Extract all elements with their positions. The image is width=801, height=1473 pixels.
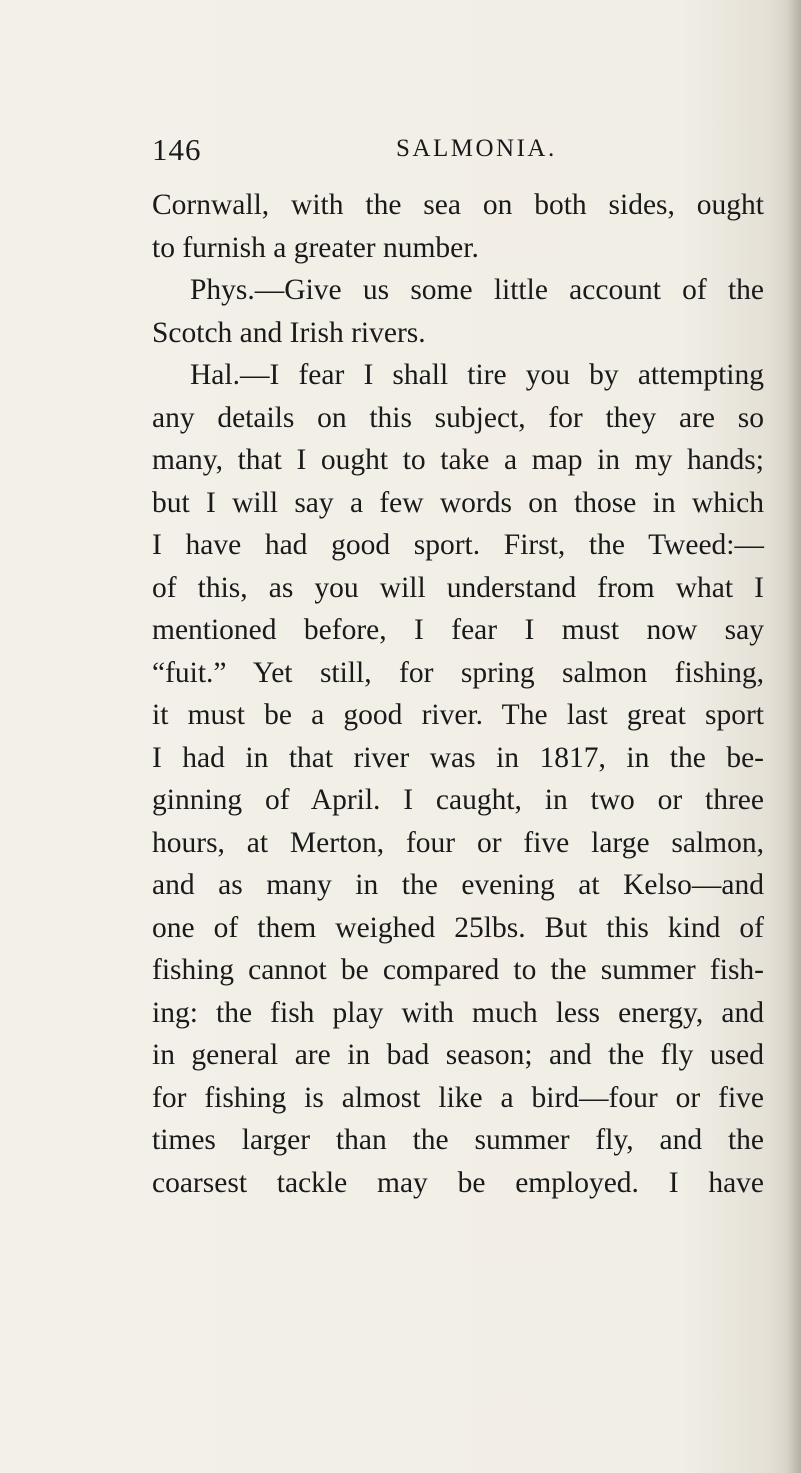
text-line: mentioned before, I fear I must now say bbox=[152, 614, 764, 646]
text-line: I had in that river was in 1817, in the be- bbox=[152, 741, 764, 774]
text-line: ing: the fish play with much less energy, and bbox=[152, 996, 764, 1029]
text-line: I have had good sport. First, the Tweed:— bbox=[152, 529, 764, 561]
page-number: 146 bbox=[152, 132, 202, 167]
page-edge-shadow bbox=[787, 0, 801, 1473]
text-line: one of them weighed 25lbs. But this kind of bbox=[152, 911, 764, 944]
text-line: Phys.—Give us some little account of the bbox=[190, 274, 764, 306]
text-line: any details on this subject, for they are so bbox=[152, 401, 764, 434]
text-line: and as many in the evening at Kelso—and bbox=[152, 869, 764, 901]
text-line: to furnish a greater number. bbox=[152, 231, 479, 264]
page-header bbox=[152, 132, 772, 172]
text-line: “fuit.” Yet still, for spring salmon fishing, bbox=[152, 656, 764, 689]
text-line: in general are in bad season; and the fly used bbox=[152, 1039, 764, 1071]
text-line: it must be a good river. The last great sport bbox=[152, 699, 764, 731]
text-line: ginning of April. I caught, in two or three bbox=[152, 784, 764, 816]
text-line: for fishing is almost like a bird—four or five bbox=[152, 1081, 764, 1114]
text-line: fishing cannot be compared to the summer fish- bbox=[152, 954, 764, 986]
running-title: SALMONIA. bbox=[396, 135, 557, 162]
text-line: coarsest tackle may be employed. I have bbox=[152, 1166, 764, 1199]
text-line: Scotch and Irish rivers. bbox=[152, 316, 426, 349]
text-line: Hal.—I fear I shall tire you by attempting bbox=[190, 359, 764, 391]
text-line: Cornwall, with the sea on both sides, ought bbox=[152, 189, 764, 221]
text-line: of this, as you will understand from what I bbox=[152, 571, 764, 604]
body-text bbox=[152, 184, 764, 1204]
text-line: hours, at Merton, four or five large salmon, bbox=[152, 826, 764, 859]
text-line: many, that I ought to take a map in my hands; bbox=[152, 444, 764, 476]
text-line: times larger than the summer fly, and the bbox=[152, 1124, 764, 1156]
text-line: but I will say a few words on those in which bbox=[152, 486, 764, 519]
